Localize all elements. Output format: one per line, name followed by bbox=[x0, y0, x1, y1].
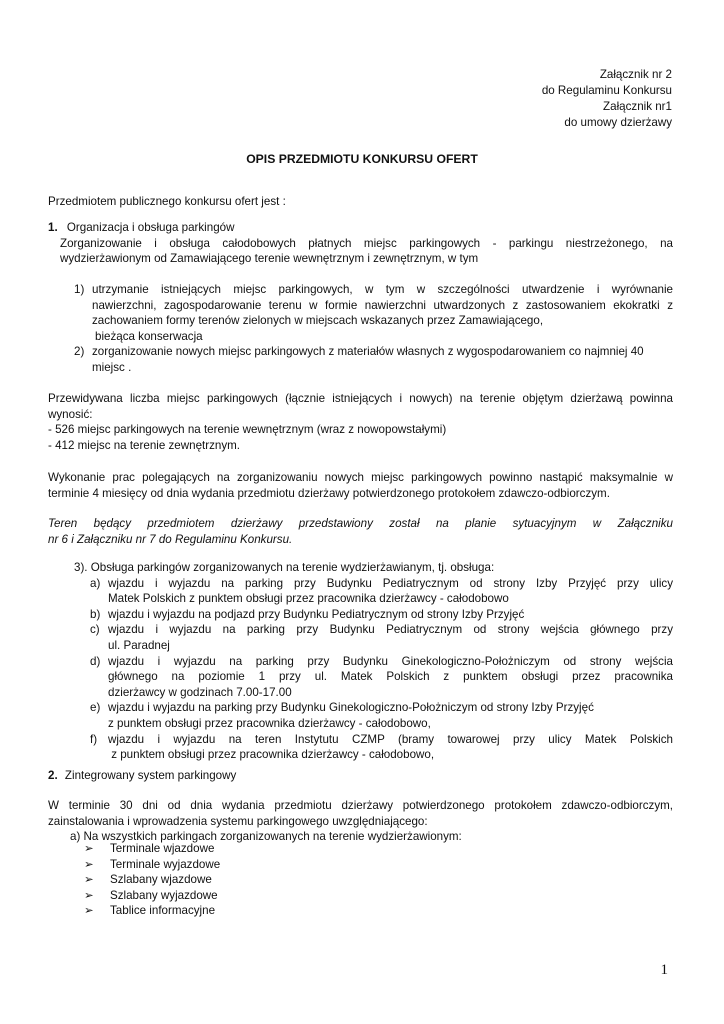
section-1-list bbox=[74, 282, 673, 376]
list-item bbox=[84, 872, 584, 888]
item-line: wjazdu i wyjazdu na parking przy Budynku Pediatrycznym od strony wejścia głównego przy bbox=[108, 623, 673, 637]
item-line: bieżąca konserwacja bbox=[95, 329, 203, 343]
list-item bbox=[90, 576, 673, 607]
item-letter: e) bbox=[90, 701, 101, 715]
paragraph-line: Przewidywana liczba miejsc parkingowych (łącznie istniejących i nowych) na terenie objętym dzierżawą powinna bbox=[48, 392, 673, 405]
item-letter: f) bbox=[90, 732, 98, 746]
bullet-text: Tablice informacyjne bbox=[110, 904, 216, 918]
list-item bbox=[90, 622, 673, 653]
paragraph-line: nr 6 i Załączniku nr 7 do Regulaminu Konkursu. bbox=[48, 532, 293, 546]
section-3 bbox=[74, 560, 673, 763]
arrowhead-bullet-icon: ➢ bbox=[84, 904, 94, 918]
section-2-bullets bbox=[84, 841, 584, 919]
item-line: ul. Paradnej bbox=[108, 638, 170, 652]
document-title: OPIS PRZEDMIOTU KONKURSU OFERT bbox=[246, 152, 478, 166]
item-line: nawierzchni, zagospodarowanie terenu w formie nawierzchni utwardzonych z zastosowaniem ekokratki z bbox=[92, 298, 673, 312]
section-3-list bbox=[74, 576, 673, 763]
intro-text: Przedmiotem publicznego konkursu ofert jest : bbox=[48, 195, 286, 208]
list-item bbox=[74, 344, 673, 375]
bullet-text: Terminale wjazdowe bbox=[110, 842, 215, 855]
item-line: wjazdu i wyjazdu na podjazd przy Budynku Pediatrycznym od strony Izby Przyjęć bbox=[108, 607, 525, 621]
list-item bbox=[84, 841, 584, 857]
section-1-paragraph bbox=[48, 236, 673, 267]
paragraph-line: zainstalowania i wprowadzenia systemu parkingowego uwzględniającego: bbox=[48, 814, 428, 828]
item-number: 2) bbox=[74, 345, 85, 359]
bullet-text: Terminale wyjazdowe bbox=[110, 857, 221, 871]
item-letter: a) bbox=[90, 576, 101, 590]
section-1-heading bbox=[48, 220, 673, 236]
section-2-paragraph bbox=[48, 798, 673, 845]
list-item bbox=[90, 607, 673, 623]
list-item bbox=[84, 903, 584, 919]
section-number: 1. bbox=[48, 221, 58, 234]
header-line: Załącznik nr 2 bbox=[599, 68, 672, 81]
list-item bbox=[90, 700, 673, 731]
list-item bbox=[84, 888, 584, 904]
item-line: utrzymanie istniejących miejsc parkingowych, w tym w szczególności utwardzenie i wyrównanie bbox=[92, 283, 673, 296]
list-item bbox=[90, 654, 673, 701]
item-line: z punktem obsługi przez pracownika dzierżawcy - całodobowo, bbox=[108, 716, 431, 730]
arrowhead-bullet-icon: ➢ bbox=[84, 888, 94, 902]
item-line: głównego na poziomie 1 przy ul. Matek Polskich z punktem obsługi przez pracownika bbox=[108, 670, 673, 684]
list-item bbox=[84, 857, 584, 873]
item-line: z punktem obsługi przez pracownika dzierżawcy - całodobowo, bbox=[108, 748, 435, 762]
arrowhead-bullet-icon: ➢ bbox=[84, 842, 94, 855]
item-line: wjazdu i wyjazdu na teren Instytutu CZMP (bramy towarowej przy ulicy Matek Polskich bbox=[108, 732, 673, 746]
paragraph-line: - 526 miejsc parkingowych na terenie wewnętrznym (wraz z nowopowstałymi) bbox=[48, 423, 447, 437]
arrowhead-bullet-icon: ➢ bbox=[84, 873, 94, 887]
section-heading: Zintegrowany system parkingowy bbox=[64, 769, 237, 782]
plan-note bbox=[48, 516, 673, 547]
paragraph-line: Wykonanie prac polegających na zorganizowaniu nowych miejsc parkingowych powinno nastąpić maksymalnie w bbox=[48, 471, 673, 484]
item-line: wjazdu i wyjazdu na parking przy Budynku Pediatrycznym od strony Izby Przyjęć przy ulicy bbox=[108, 576, 673, 590]
bullet-text: Szlabany wyjazdowe bbox=[110, 888, 218, 902]
item-number: 1) bbox=[74, 283, 85, 296]
arrowhead-bullet-icon: ➢ bbox=[84, 857, 94, 871]
item-line: zorganizowanie nowych miejsc parkingowych z materiałów własnych z wygospodarowaniem co najmniej 40 bbox=[92, 345, 644, 359]
list-item bbox=[74, 282, 673, 344]
attachment-header bbox=[542, 67, 672, 131]
sub-point-a: a) Na wszystkich parkingach zorganizowanych na terenie wydzierżawionym: bbox=[70, 830, 462, 844]
section-1 bbox=[48, 220, 673, 267]
item-line: wjazdu i wyjazdu na parking przy Budynku Ginekologiczno-Położniczym od strony Izby Przyjęć bbox=[108, 701, 594, 715]
page-number: 1 bbox=[660, 962, 668, 978]
paragraph-line: wynosić: bbox=[48, 407, 93, 421]
section-number: 2. bbox=[48, 769, 58, 782]
header-line: do umowy dzierżawy bbox=[564, 116, 672, 129]
section-heading: Organizacja i obsługa parkingów bbox=[66, 221, 235, 234]
deadline-paragraph bbox=[48, 470, 673, 501]
paragraph-line: W terminie 30 dni od dnia wydania przedmiotu dzierżawy potwierdzonego protokołem zdawczo-odbiorczym, bbox=[48, 799, 673, 812]
paragraph-line: - 412 miejsc na terenie zewnętrznym. bbox=[48, 438, 241, 452]
header-line: do Regulaminu Konkursu bbox=[541, 84, 672, 97]
estimate-paragraph bbox=[48, 391, 673, 453]
item-letter: b) bbox=[90, 607, 101, 621]
paragraph-line: Zorganizowanie i obsługa całodobowych płatnych miejsc parkingowych - parkingu niestrzeżonego, na bbox=[60, 236, 673, 250]
section-2-heading bbox=[48, 768, 673, 784]
item-line: Matek Polskich z punktem obsługi przez pracownika dzierżawcy - całodobowo bbox=[108, 592, 509, 606]
header-line: Załącznik nr1 bbox=[603, 100, 672, 113]
item-letter: c) bbox=[90, 623, 100, 637]
item-line: dzierżawcy w godzinach 7.00-17.00 bbox=[108, 685, 292, 699]
paragraph-line: terminie 4 miesięcy od dnia wydania przedmiotu dzierżawy potwierdzonego protokołem zdawczo-odbiorczym. bbox=[48, 486, 610, 500]
paragraph-line: Teren będący przedmiotem dzierżawy przedstawiony został na planie sytuacyjnym w Załączniku bbox=[48, 517, 673, 530]
section-3-heading: 3). Obsługa parkingów zorganizowanych na terenie wydzierżawianym, tj. obsługa: bbox=[74, 561, 495, 574]
item-line: miejsc . bbox=[92, 360, 132, 374]
item-line: wjazdu i wyjazdu na parking przy Budynku Ginekologiczno-Położniczym od strony wejścia bbox=[108, 654, 673, 668]
item-letter: d) bbox=[90, 654, 101, 668]
bullet-text: Szlabany wjazdowe bbox=[110, 873, 212, 887]
list-item bbox=[90, 732, 673, 763]
paragraph-line: wydzierżawionym od Zamawiającego terenie wewnętrznym i zewnętrznym, w tym bbox=[60, 252, 479, 266]
item-line: zachowaniem formy terenów zielonych w miejscach wskazanych przez Zamawiającego, bbox=[92, 314, 544, 328]
